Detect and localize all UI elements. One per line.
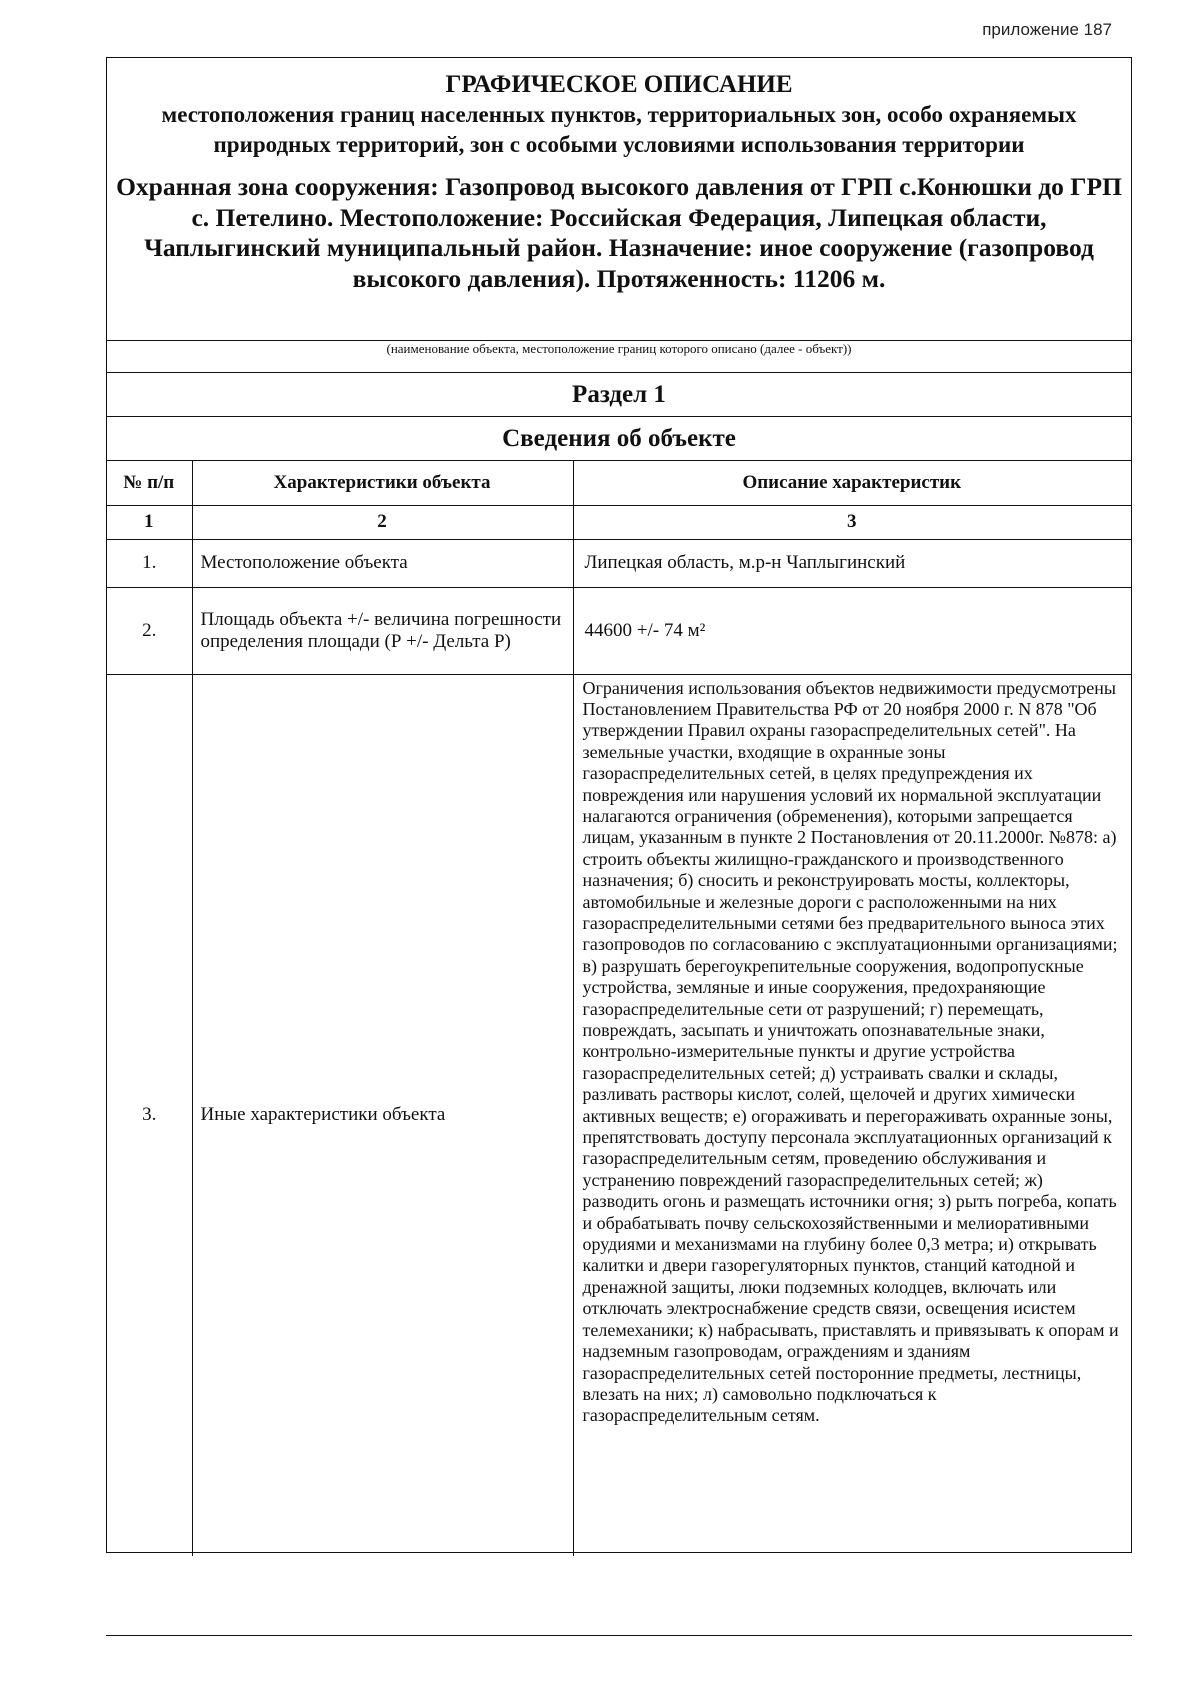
column-header-num: № п/п — [107, 461, 192, 505]
object-name: Охранная зона сооружения: Газопровод высокого давления от ГРП с.Конюшки до ГРП с. Петелино. Местоположение: Российская Федерация, Липецкая области, Чаплыгинский муниципальный район. Назначение: иное сооружение (газопровод высокого давления). Протяженность: 11206 м. — [116, 172, 1122, 293]
row-description: 44600 +/- 74 м² — [573, 587, 1131, 674]
row-characteristic: Иные характеристики объекта — [192, 674, 573, 1556]
section-title: Раздел 1 — [107, 373, 1131, 417]
object-caption: (наименование объекта, местоположение границ которого описано (далее - объект)) — [107, 341, 1131, 373]
column-header-description: Описание характеристик — [573, 461, 1131, 505]
column-number-row — [107, 505, 1131, 539]
column-number: 3 — [573, 505, 1131, 539]
row-number: 1. — [107, 539, 192, 587]
table-row — [107, 674, 1131, 1556]
document-subtitle: местоположения границ населенных пунктов, территориальных зон, особо охраняемых природных территорий, зон с особыми условиями использования территории — [161, 102, 1077, 157]
column-number: 2 — [192, 505, 573, 539]
table-row — [107, 587, 1131, 674]
row-number: 2. — [107, 587, 192, 674]
column-number: 1 — [107, 505, 192, 539]
footer-divider — [106, 1635, 1132, 1636]
table-row — [107, 539, 1131, 587]
column-header-characteristic: Характеристики объекта — [192, 461, 573, 505]
appendix-label: приложение 187 — [982, 20, 1112, 39]
characteristics-table — [107, 461, 1131, 1556]
row-description: Липецкая область, м.р-н Чаплыгинский — [573, 539, 1131, 587]
document-header — [107, 58, 1131, 341]
row-number: 3. — [107, 674, 192, 1556]
document-title: ГРАФИЧЕСКОЕ ОПИСАНИЕ — [445, 71, 793, 98]
row-characteristic: Площадь объекта +/- величина погрешности определения площади (Р +/- Дельта Р) — [192, 587, 573, 674]
row-characteristic: Местоположение объекта — [192, 539, 573, 587]
document-frame — [106, 57, 1132, 1553]
section-subtitle: Сведения об объекте — [107, 417, 1131, 461]
table-header-row — [107, 461, 1131, 505]
row-description: Ограничения использования объектов недвижимости предусмотрены Постановлением Правительства РФ от 20 ноября 2000 г. N 878 "Об утверждении Правил охраны газораспределительных сетей". На земельные участки, входящие в охранные зоны газораспределительных сетей, в целях предупреждения их повреждения или нарушения условий их нормальной эксплуатации налагаются ограничения (обременения), которыми запрещается лицам, указанным в пункте 2 Постановления от 20.11.2000г. №878: а) строить объекты жилищно-гражданского и производственного назначения; б) сносить и реконструировать мосты, коллекторы, автомобильные и железные дороги с расположенными на них газораспределительными сетями без предварительного выноса этих газопроводов по согласованию с эксплуатационными организациями; в) разрушать берегоукрепительные сооружения, водопропускные устройства, земляные и иные сооружения, предохраняющие газораспределительные сети от разрушений; г) перемещать, повреждать, засыпать и уничтожать опознавательные знаки, контрольно-измерительные пункты и другие устройства газораспределительных сетей; д) устраивать свалки и склады, разливать растворы кислот, солей, щелочей и других химически активных веществ; е) огораживать и перегораживать охранные зоны, препятствовать доступу персонала эксплуатационных организаций к газораспределительным сетям, проведению обслуживания и устранению повреждений газораспределительных сетей; ж) разводить огонь и размещать источники огня; з) рыть погреба, копать и обрабатывать почву сельскохозяйственными и мелиоративными орудиями и механизмами на глубину более 0,3 метра; и) открывать калитки и двери газорегуляторных пунктов, станций катодной и дренажной защиты, люки подземных колодцев, включать или отключать электроснабжение средств связи, освещения исистем телемеханики; к) набрасывать, приставлять и привязывать к опорам и надземным газопроводам, ограждениям и зданиям газораспределительных сетей посторонние предметы, лестницы, влезать на них; л) самовольно подключаться к газораспределительным сетям. — [582, 677, 1119, 1426]
